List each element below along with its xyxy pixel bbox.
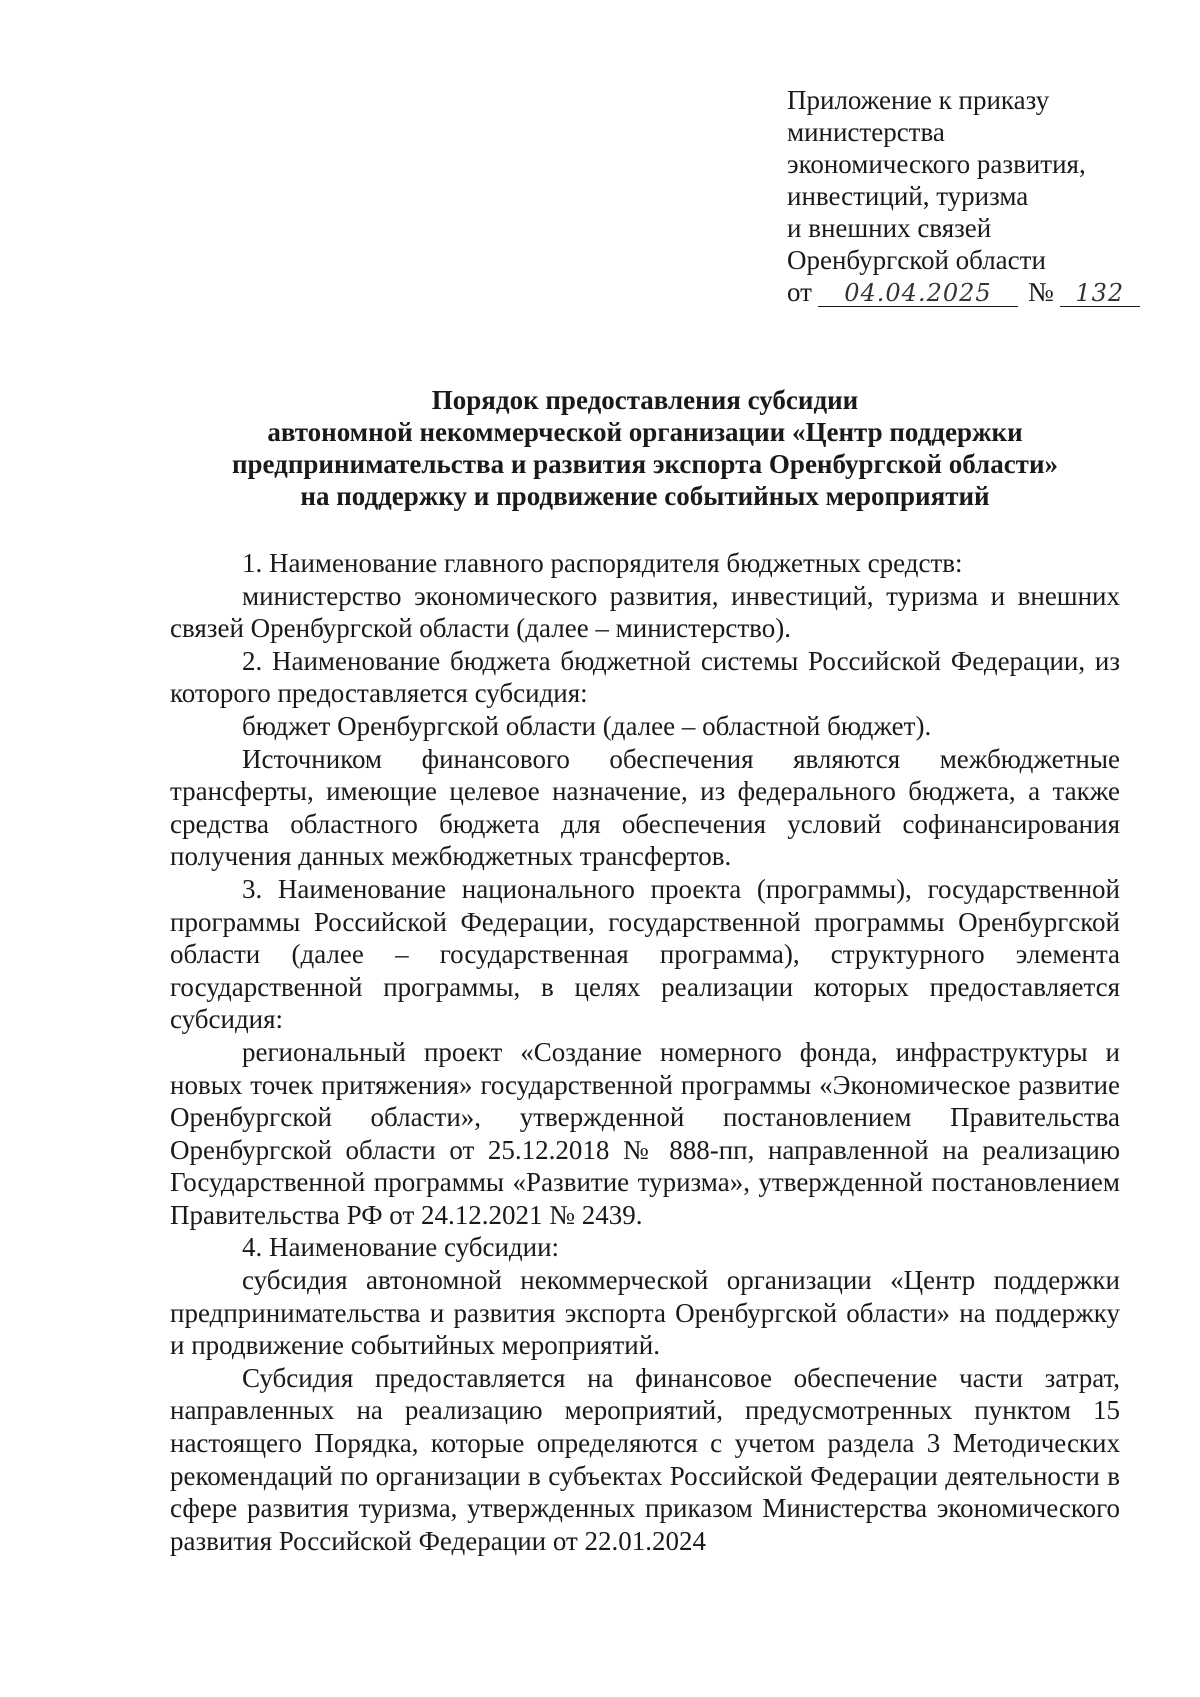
appendix-line: инвестиций, туризма (787, 181, 1029, 211)
appendix-header (787, 84, 1147, 308)
body-paragraph: министерство экономического развития, инвестиций, туризма и внешних связей Оренбургской области (далее – министерство). (170, 580, 1120, 644)
appendix-line: экономического развития, (787, 149, 1086, 179)
body-paragraph: 2. Наименование бюджета бюджетной системы Российской Федерации, из которого предоставляется субсидия: (170, 645, 1120, 709)
body-paragraph: бюджет Оренбургской области (далее – областной бюджет). (242, 710, 932, 741)
handwritten-order-number: 132 (1060, 280, 1140, 307)
date-prefix: от (787, 277, 812, 307)
title-line: Порядок предоставления субсидии (431, 385, 859, 415)
body-paragraph: Источником финансового обеспечения являются межбюджетные трансферты, имеющие целевое назначение, из федерального бюджета, а также средства областного бюджета для обеспечения условий софинансирования получения данных межбюджетных трансфертов. (170, 743, 1120, 872)
order-date-number-line (787, 276, 1147, 308)
title-line: автономной некоммерческой организации «Центр поддержки (267, 417, 1023, 447)
document-body (170, 547, 1120, 1557)
appendix-line: Приложение к приказу (787, 85, 1050, 115)
body-paragraph: 1. Наименование главного распорядителя бюджетных средств: (242, 548, 963, 578)
number-sign: № (1027, 277, 1054, 307)
handwritten-date: 04.04.2025 (818, 280, 1018, 307)
appendix-line: и внешних связей (787, 213, 992, 243)
body-paragraph: региональный проект «Создание номерного фонда, инфраструктуры и новых точек притяжения» государственной программы «Экономическое развитие Оренбургской области», утвержденной постановлением Правительства Оренбургской области от 25.12.2018 № 888-пп, направленной на реализацию Государственной программы «Развитие туризма», утвержденной постановлением Правительства РФ от 24.12.2021 № 2439. (170, 1036, 1120, 1230)
body-paragraph: Субсидия предоставляется на финансовое обеспечение части затрат, направленных на реализацию мероприятий, предусмотренных пунктом 15 настоящего Порядка, которые определяются с учетом раздела 3 Методических рекомендаций по организации в субъектах Российской Федерации деятельности в сфере развития туризма, утвержденных приказом Министерства экономического развития Российской Федерации от 22.01.2024 (170, 1362, 1120, 1556)
document-title (170, 384, 1120, 512)
body-paragraph: 4. Наименование субсидии: (242, 1232, 560, 1263)
title-line: на поддержку и продвижение событийных мероприятий (300, 481, 990, 511)
appendix-line: Оренбургской области (787, 245, 1046, 275)
body-paragraph: 3. Наименование национального проекта (программы), государственной программы Российской Федерации, государственной программы Оренбургской области (далее – государственная программа), структурного элемента государственной программы, в целях реализации которых предоставляется субсидия: (170, 873, 1120, 1035)
title-line: предпринимательства и развития экспорта Оренбургской области» (231, 449, 1059, 479)
appendix-line: министерства (787, 117, 945, 147)
body-paragraph: субсидия автономной некоммерческой организации «Центр поддержки предпринимательства и развития экспорта Оренбургской области» на поддержку и продвижение событийных мероприятий. (170, 1265, 1120, 1361)
